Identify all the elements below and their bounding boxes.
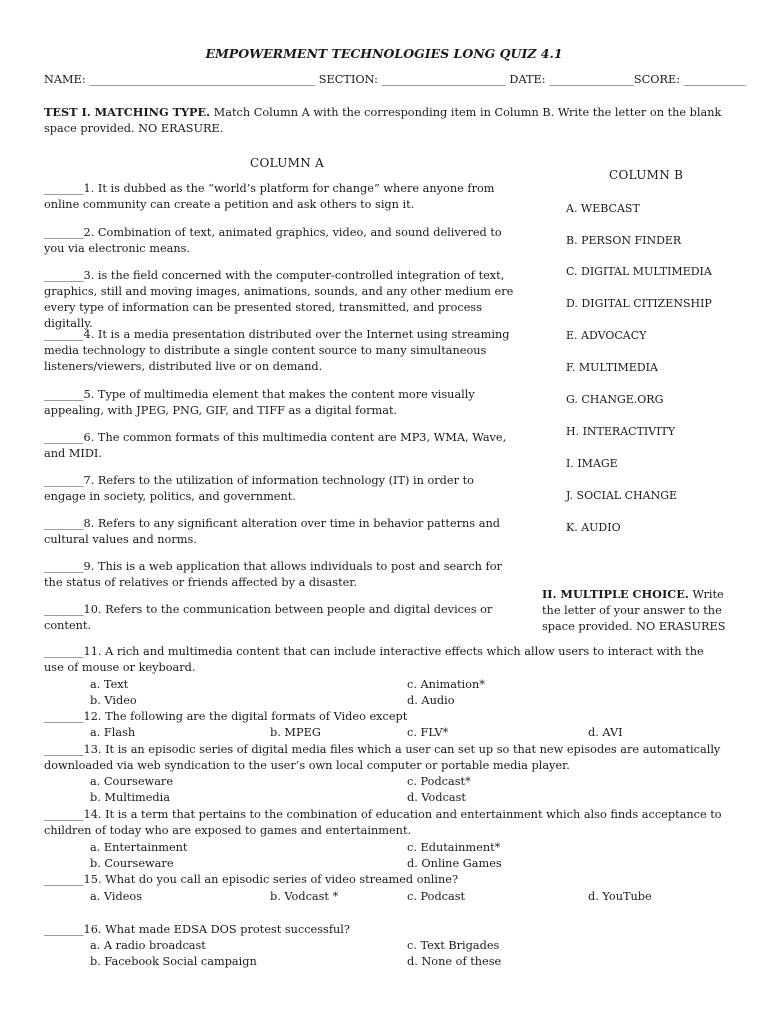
column-a-item: _______5. Type of multimedia element that makes the content more visually appealing, with JPEG, PNG, GIF, and TIFF as a digital format. [44, 388, 475, 417]
mc-question-stem: _______14. It is a term that pertains to the combination of education and entertainment which also finds acceptance to children of today who are exposed to games and entertainment. [44, 808, 722, 837]
mc-question-stem: _______15. What do you call an episodic series of video streamed online? [44, 873, 459, 886]
mc-option: a. A radio broadcast [90, 939, 206, 952]
test2-instruction-text: Write the letter of your answer to the space provided. NO ERASURES [542, 588, 726, 633]
test2-instructions [542, 586, 732, 635]
column-a-title: COLUMN A [250, 156, 325, 170]
column-a-item: _______10. Refers to the communication between people and digital devices or content. [44, 603, 493, 632]
mc-option: d. AVI [588, 726, 623, 739]
column-b-item: H. INTERACTIVITY [566, 425, 676, 438]
column-b-title: COLUMN B [609, 168, 684, 182]
column-b-item: A. WEBCAST [566, 202, 640, 215]
mc-option: b. Multimedia [90, 791, 170, 804]
mc-option: b. Facebook Social campaign [90, 955, 257, 968]
mc-option: c. FLV* [407, 726, 449, 739]
mc-option: b. Video [90, 694, 137, 707]
column-a-item: _______7. Refers to the utilization of information technology (IT) in order to engage in society, politics, and government. [44, 474, 474, 503]
column-a-item: _______8. Refers to any significant alteration over time in behavior patterns and cultural values and norms. [44, 517, 500, 546]
mc-option: c. Podcast* [407, 775, 471, 788]
column-b-item: I. IMAGE [566, 457, 618, 470]
mc-option: b. Courseware [90, 857, 174, 870]
mc-option: c. Podcast [407, 890, 466, 903]
mc-option: d. Vodcast [407, 791, 466, 804]
mc-option: d. Audio [407, 694, 455, 707]
column-b-item: D. DIGITAL CITIZENSHIP [566, 297, 712, 310]
mc-option: c. Animation* [407, 678, 485, 691]
mc-option: c. Text Brigades [407, 939, 500, 952]
column-a-item: _______6. The common formats of this multimedia content are MP3, WMA, Wave, and MIDI. [44, 431, 507, 460]
column-a-item: _______2. Combination of text, animated graphics, video, and sound delivered to you via electronic means. [44, 226, 502, 255]
mc-option: d. Online Games [407, 857, 502, 870]
column-b-item: K. AUDIO [566, 521, 621, 534]
column-b-item: G. CHANGE.ORG [566, 393, 664, 406]
test2-label: II. MULTIPLE CHOICE. [542, 587, 689, 601]
mc-option: a. Flash [90, 726, 136, 739]
column-a-item: _______9. This is a web application that allows individuals to post and search for the status of relatives or friends affected by a disaster. [44, 560, 502, 589]
mc-option: b. MPEG [270, 726, 321, 739]
mc-option: b. Vodcast * [270, 890, 339, 903]
mc-question-stem: _______11. A rich and multimedia content that can include interactive effects which allow users to interact with the use of mouse or keyboard. [44, 645, 704, 674]
mc-option: a. Text [90, 678, 129, 691]
column-b-item: F. MULTIMEDIA [566, 361, 658, 374]
mc-question-stem: _______13. It is an episodic series of digital media files which a user can set up so that new episodes are automatically downloaded via web syndication to the user’s own local computer or portable media player. [44, 743, 721, 772]
column-b-item: J. SOCIAL CHANGE [566, 489, 678, 502]
quiz-title: EMPOWERMENT TECHNOLOGIES LONG QUIZ 4.1 [205, 46, 563, 61]
test1-instruction-text: Match Column A with the corresponding item in Column B. Write the letter on the blank space provided. NO ERASURE. [44, 106, 722, 135]
mc-option: c. Edutainment* [407, 841, 501, 854]
mc-option: d. None of these [407, 955, 502, 968]
column-b-item: E. ADVOCACY [566, 329, 647, 342]
mc-option: a. Entertainment [90, 841, 188, 854]
column-b-item: C. DIGITAL MULTIMEDIA [566, 265, 712, 278]
test1-instructions [44, 104, 734, 137]
mc-option: a. Videos [90, 890, 143, 903]
mc-option: d. YouTube [588, 890, 652, 903]
column-a-item: _______3. is the field concerned with the computer-controlled integration of text, graphics, still and moving images, animations, sounds, and any other medium ere every type of information can be presented stored, transmitted, and process digitally. [44, 269, 514, 330]
mc-question-stem: _______12. The following are the digital formats of Video except [44, 710, 408, 723]
column-a-item: _______1. It is dubbed as the “world’s platform for change” where anyone from online community can create a petition and ask others to sign it. [44, 182, 495, 211]
column-b-item: B. PERSON FINDER [566, 234, 682, 247]
test1-label: TEST I. MATCHING TYPE. [44, 105, 211, 119]
mc-option: a. Courseware [90, 775, 174, 788]
column-a-item: _______4. It is a media presentation distributed over the Internet using streaming media technology to distribute a single content source to many simultaneous listeners/viewers, distributed live or on demand. [44, 328, 510, 373]
mc-question-stem: _______16. What made EDSA DOS protest successful? [44, 923, 350, 936]
name-section-date-score-row: NAME: ________________________________________ SECTION: ______________________ DATE: _______________SCORE: ___________ [44, 73, 746, 86]
